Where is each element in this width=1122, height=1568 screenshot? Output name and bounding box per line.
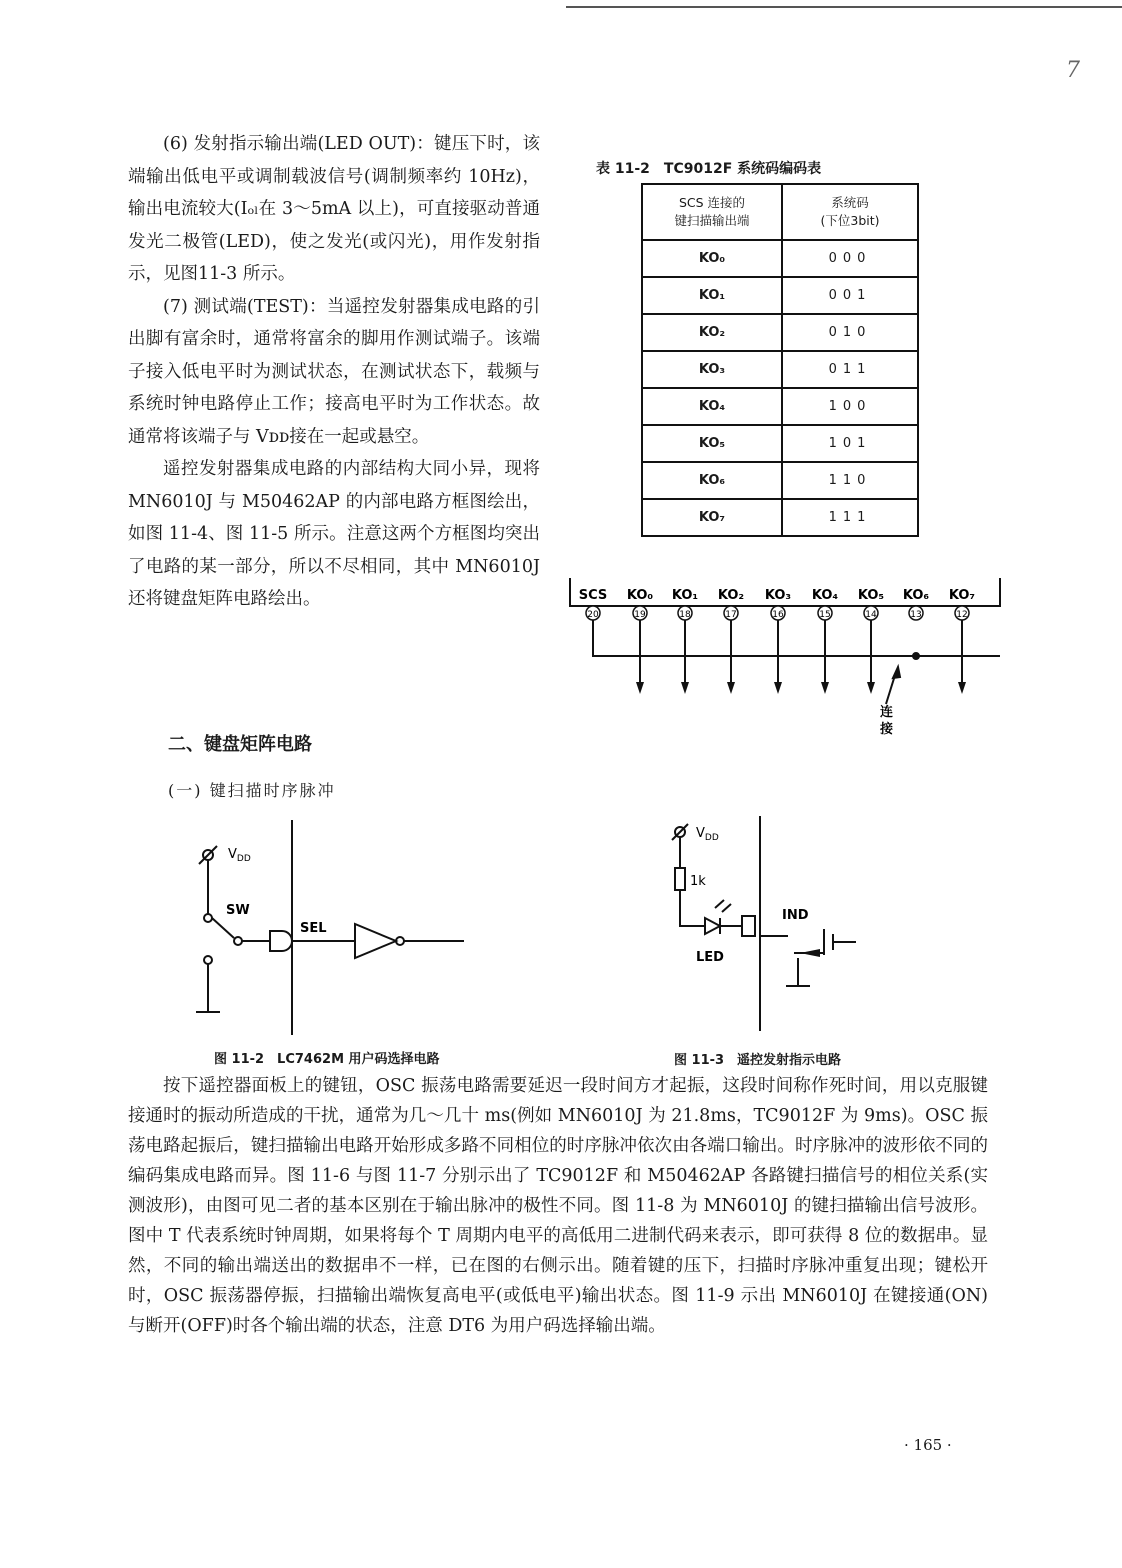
table-header-port bbox=[642, 184, 782, 240]
down-arrow-icon bbox=[727, 682, 735, 694]
down-arrow-icon bbox=[681, 682, 689, 694]
paragraph-key-scan: 按下遥控器面板上的键钮，OSC 振荡电路需要延迟一段时间方才起振，这段时间称作死时间，用以克服键接通时的振动所造成的干扰，通常为几～几十 ms(例如 MN6010J 为 21.8ms，TC9012F 为 9ms)。OSC 振荡电路起振后，键扫描输出电路开始形成多路不同相位的时序脉冲依次由各端口输出。时序脉冲的波形依不同的编码集成电路而异。图 11-6 与图 11-7 分别示出了 TC9012F 和 M50462AP 各路键扫描信号的相位关系(实测波形)，由图可见二者的基本区别在于输出脉冲的极性不同。图 11-8 为 MN6010J 的键扫描输出信号波形。图中 T 代表系统时钟周期，如果将每个 T 周期内电平的高低用二进制代码来表示，即可获得 8 位的数据串。显然，不同的输出端送出的数据串不一样，已在图的右侧示出。随着键的压下，扫描时序脉冲重复出现；键松开时，OSC 振荡器停振，扫描输出端恢复高电平(或低电平)输出状态。图 11-9 示出 MN6010J 在键接通(ON)与断开(OFF)时各个输出端的状态，注意 DT6 为用户码选择输出端。 bbox=[128, 1076, 988, 1336]
pin-group bbox=[579, 588, 975, 694]
paragraph-test: (7) 测试端(TEST)：当遥控发射器集成电路的引出脚有富余时，通常将富余的脚用作测试端子。该端子接入低电平时为测试状态，在测试状态下，载频与系统时钟电路停止工作；接高电平时为工作状态。故通常将该端子与 Vᴅᴅ接在一起或悬空。 bbox=[128, 296, 540, 447]
row-code: 101 bbox=[782, 425, 918, 462]
table-row bbox=[642, 462, 918, 499]
figure-11-2-caption: 图 11-2 LC7462M 用户码选择电路 bbox=[214, 1052, 440, 1067]
paragraph-led-out: (6) 发射指示输出端(LED OUT)：键压下时，该端输出低电平或调制载波信号(调制频率约 10Hz)，输出电流较大(Iₒₗ在 3～5mA 以上)，可直接驱动普通发光二极管(LED)，使之发光(或闪光)，用作发射指示，见图11-3 所示。 bbox=[128, 134, 540, 284]
table-header-row bbox=[642, 184, 918, 240]
table-row bbox=[642, 277, 918, 314]
down-arrow-icon bbox=[636, 682, 644, 694]
row-code: 100 bbox=[782, 388, 918, 425]
row-port: KO₂ bbox=[642, 314, 782, 351]
pin-label: KO₂ bbox=[717, 588, 745, 603]
table-caption: 表 11-2 TC9012F 系统码编码表 bbox=[596, 161, 822, 177]
ind-label: IND bbox=[782, 908, 809, 923]
row-code: 011 bbox=[782, 351, 918, 388]
pin-label: SCS bbox=[578, 588, 608, 603]
paragraph-structure: 遥控发射器集成电路的内部结构大同小异，现将 MN6010J 与 M50462AP 的内部电路方框图绘出，如图 11-4、图 11-5 所示。注意这两个方框图均突出了电路的某一部分，所以不尽相同，其中 MN6010J 还将键盘矩阵电路绘出。 bbox=[128, 459, 540, 609]
pin-label: KO₄ bbox=[811, 588, 839, 603]
section-heading: 二、键盘矩阵电路 bbox=[168, 734, 312, 755]
pin-connection-diagram bbox=[560, 566, 1010, 741]
pin-number: 16 bbox=[772, 610, 784, 620]
row-code: 001 bbox=[782, 277, 918, 314]
table-row bbox=[642, 388, 918, 425]
pin-label: KO₀ bbox=[626, 588, 654, 603]
down-arrow-icon bbox=[821, 682, 829, 694]
top-rule bbox=[566, 6, 1122, 8]
table-header-code bbox=[782, 184, 918, 240]
pin-number: 17 bbox=[725, 610, 737, 620]
figure-user-code-select-circuit bbox=[190, 820, 480, 1035]
pin-label: KO₅ bbox=[857, 588, 885, 603]
pin-label: KO₃ bbox=[764, 588, 792, 603]
row-port: KO₅ bbox=[642, 425, 782, 462]
row-port: KO₃ bbox=[642, 351, 782, 388]
pin-number: 14 bbox=[865, 610, 877, 620]
page-number: · 165 · bbox=[904, 1436, 952, 1454]
table-row bbox=[642, 240, 918, 277]
pin-number: 19 bbox=[634, 610, 646, 620]
connect-label-1: 连 bbox=[880, 705, 894, 720]
figure-transmit-indicator-circuit bbox=[660, 816, 900, 1031]
led-label: LED bbox=[696, 950, 724, 965]
pin-label: KO₇ bbox=[948, 588, 976, 603]
body-text bbox=[128, 1071, 988, 1341]
row-code: 111 bbox=[782, 499, 918, 536]
page-mark: 7 bbox=[1066, 58, 1080, 83]
pin-number: 20 bbox=[587, 610, 599, 620]
row-code: 000 bbox=[782, 240, 918, 277]
table-row bbox=[642, 425, 918, 462]
row-port: KO₁ bbox=[642, 277, 782, 314]
resistor-label: 1k bbox=[690, 874, 706, 889]
header-port-line1: SCS 连接的 bbox=[678, 195, 746, 210]
row-port: KO₇ bbox=[642, 499, 782, 536]
pin-label: KO₁ bbox=[671, 588, 699, 603]
header-code-line1: 系统码 bbox=[831, 195, 869, 210]
figure-11-3-caption: 图 11-3 遥控发射指示电路 bbox=[674, 1053, 842, 1068]
vdd-label: $V_{DD}$ bbox=[228, 847, 251, 864]
row-port: KO₆ bbox=[642, 462, 782, 499]
sw-label: SW bbox=[226, 903, 250, 918]
table-row bbox=[642, 351, 918, 388]
header-port-line2: 键扫描输出端 bbox=[674, 213, 750, 228]
pin-number: 13 bbox=[910, 610, 922, 620]
table-row bbox=[642, 314, 918, 351]
system-code-table bbox=[641, 183, 919, 537]
down-arrow-icon bbox=[867, 682, 875, 694]
pin-number: 12 bbox=[956, 610, 968, 620]
pin-number: 15 bbox=[819, 610, 831, 620]
header-code-line2: (下位3bit) bbox=[820, 213, 880, 228]
row-port: KO₀ bbox=[642, 240, 782, 277]
table-row bbox=[642, 499, 918, 536]
vdd-label: $V_{DD}$ bbox=[696, 826, 719, 843]
down-arrow-icon bbox=[774, 682, 782, 694]
pin-number: 18 bbox=[679, 610, 691, 620]
sel-label: SEL bbox=[300, 921, 327, 936]
subsection-heading: (一) 键扫描时序脉冲 bbox=[168, 781, 336, 800]
down-arrow-icon bbox=[958, 682, 966, 694]
pin-label: KO₆ bbox=[902, 588, 930, 603]
row-port: KO₄ bbox=[642, 388, 782, 425]
row-code: 010 bbox=[782, 314, 918, 351]
connect-label-2: 接 bbox=[880, 722, 894, 737]
row-code: 110 bbox=[782, 462, 918, 499]
left-column bbox=[128, 128, 540, 616]
